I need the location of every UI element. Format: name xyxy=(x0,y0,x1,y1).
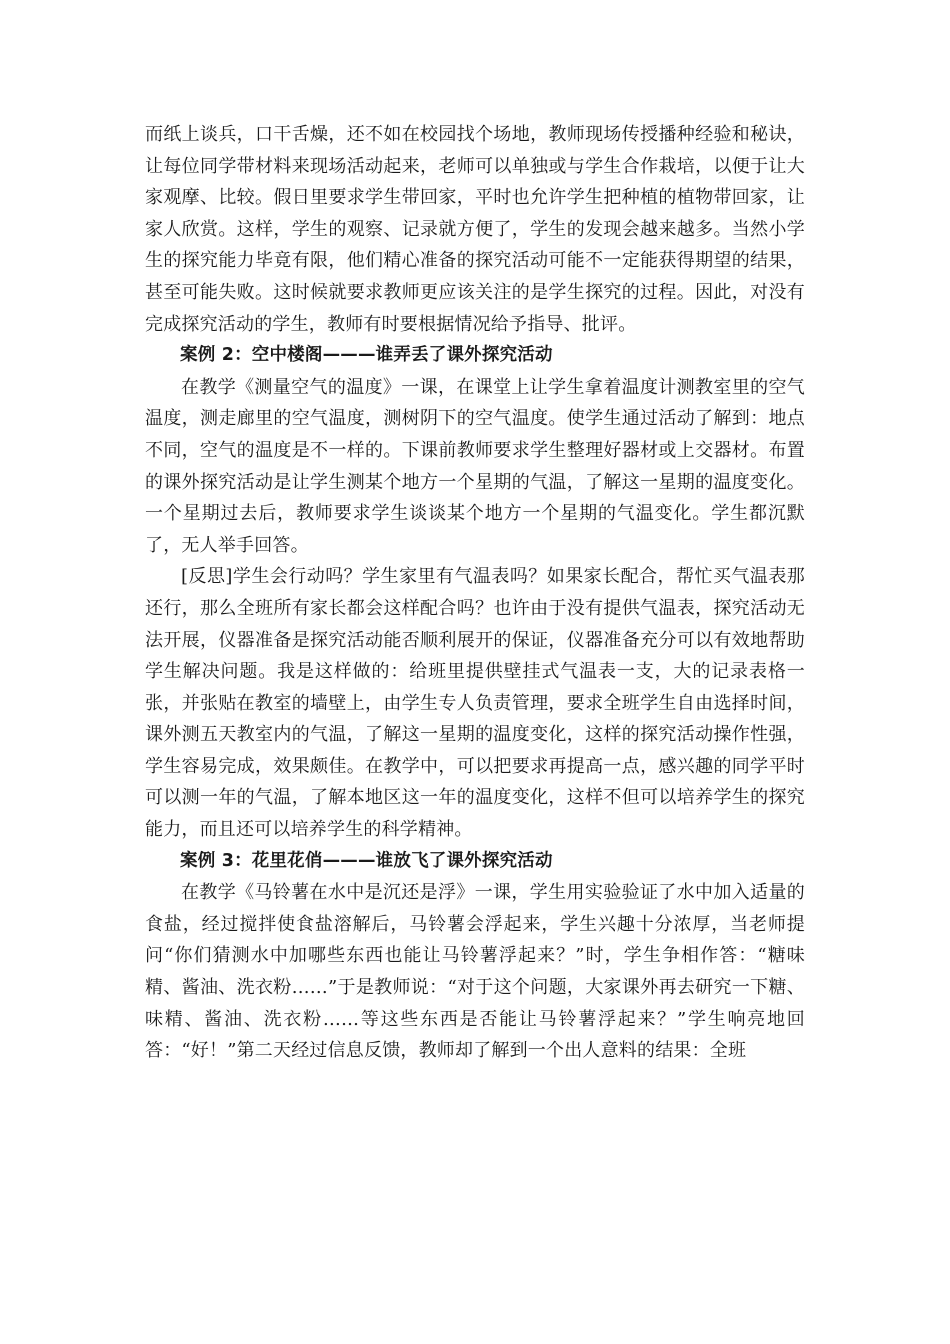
document-page xyxy=(145,119,805,1067)
case-3-heading: 案例 3：花里花俏———谁放飞了课外探究活动 xyxy=(180,850,553,871)
paragraph-1: 而纸上谈兵，口干舌燥，还不如在校园找个场地，教师现场传授播种经验和秘诀，让每位同学带材料来现场活动起来，老师可以单独或与学生合作栽培，以便于让大家观摩、比较。假日里要求学生带回家，平时也允许学生把种植的植物带回家，让家人欣赏。这样，学生的观察、记录就方便了，学生的发现会越来越多。当然小学生的探究能力毕竟有限，他们精心准备的探究活动可能不一定能获得期望的结果，甚至可能失败。这时候就要求教师更应该关注的是学生探究的过程。因此，对没有完成探究活动的学生，教师有时要根据情况给予指导、批评。 xyxy=(145,124,805,335)
paragraph-case-2-description: 在教学《测量空气的温度》一课，在课堂上让学生拿着温度计测教室里的空气温度，测走廊里的空气温度，测树阴下的空气温度。使学生通过活动了解到：地点不同，空气的温度是不一样的。下课前教师要求学生整理好器材或上交器材。布置的课外探究活动是让学生测某个地方一个星期的气温，了解这一星期的温度变化。一个星期过去后，教师要求学生谈谈某个地方一个星期的气温变化。学生都沉默了，无人举手回答。 xyxy=(145,376,805,556)
paragraph-case-3-description: 在教学《马铃薯在水中是沉还是浮》一课，学生用实验验证了水中加入适量的食盐，经过搅拌使食盐溶解后，马铃薯会浮起来，学生兴趣十分浓厚，当老师提问“你们猜测水中加哪些东西也能让马铃薯浮起来？”时，学生争相作答：“糖味精、酱油、洗衣粉……”于是教师说：“对于这个问题，大家课外再去研究一下糖、味精、酱油、洗衣粉……等这些东西是否能让马铃薯浮起来？”学生响亮地回答：“好！”第二天经过信息反馈，教师却了解到一个出人意料的结果：全班 xyxy=(145,882,805,1062)
case-2-heading: 案例 2：空中楼阁———谁弄丢了课外探究活动 xyxy=(180,345,553,366)
paragraph-case-2-reflection: [反思]学生会行动吗？学生家里有气温表吗？如果家长配合，帮忙买气温表那还行，那么全班所有家长都会这样配合吗？也许由于没有提供气温表，探究活动无法开展，仪器准备是探究活动能否顺利展开的保证，仪器准备充分可以有效地帮助学生解决问题。我是这样做的：给班里提供壁挂式气温表一支，大的记录表格一张，并张贴在教室的墙壁上，由学生专人负责管理，要求全班学生自由选择时间，课外测五天教室内的气温，了解这一星期的温度变化，这样的探究活动操作性强，学生容易完成，效果颇佳。在教学中，可以把要求再提高一点，感兴趣的同学平时可以测一年的气温，了解本地区这一年的温度变化，这样不但可以培养学生的探究能力，而且还可以培养学生的科学精神。 xyxy=(145,566,805,841)
